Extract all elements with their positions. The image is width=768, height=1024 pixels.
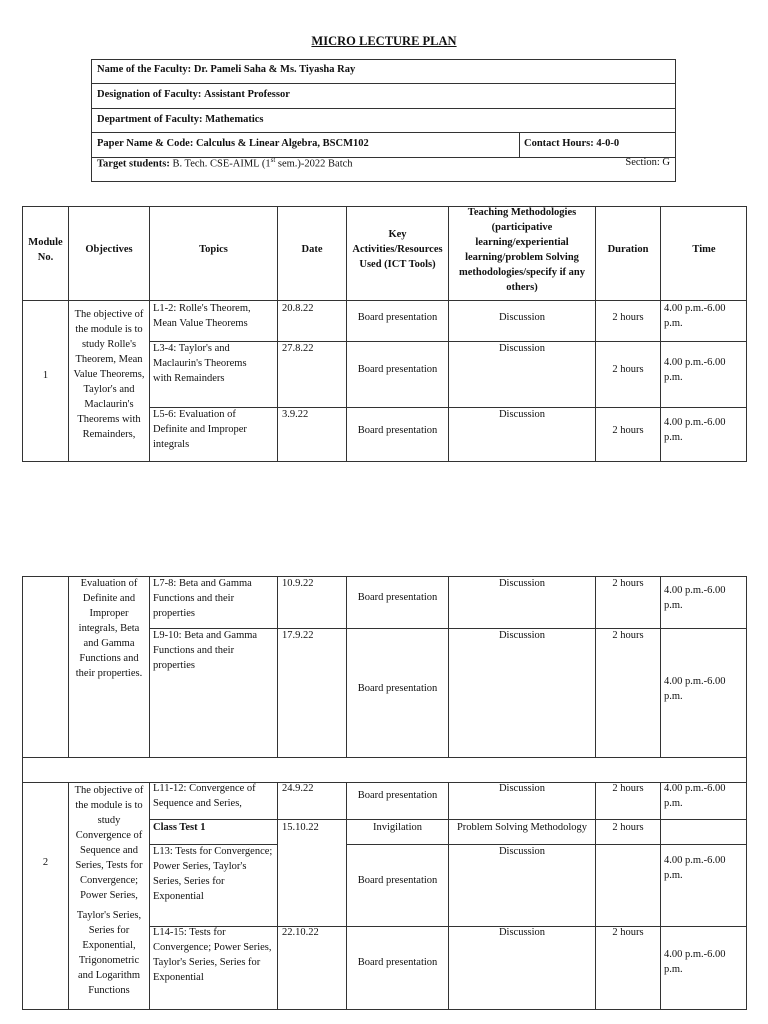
duration-cell: 2 hours — [612, 822, 644, 833]
duration-cell: 2 hours — [612, 630, 644, 641]
date-cell: 20.8.22 — [282, 303, 314, 314]
topic-cell: L7-8: Beta and Gamma Functions and their properties — [153, 578, 252, 619]
duration-cell: 2 hours — [612, 425, 644, 436]
module-number: 1 — [42, 370, 49, 381]
contact-label: Contact Hours: — [524, 138, 594, 149]
header-time: Time — [692, 244, 716, 255]
designation-label: Designation of Faculty: — [97, 89, 202, 100]
duration-cell: 2 hours — [612, 927, 644, 938]
method-cell: Discussion — [498, 927, 546, 938]
faculty-info-box — [91, 59, 676, 182]
time-cell: 4.00 p.m.-6.00 p.m. — [664, 783, 726, 809]
key-cell: Board presentation — [357, 957, 438, 968]
target-value-a: B. Tech. CSE-AIML (1 — [172, 158, 271, 170]
module-objective-part2: Taylor's Series, Series for Exponential, Trigonometric and Logarithm Functions — [76, 910, 142, 996]
module-number: 2 — [42, 857, 49, 868]
date-cell: 3.9.22 — [282, 409, 309, 420]
duration-cell: 2 hours — [612, 364, 644, 375]
time-cell: 4.00 p.m.-6.00 p.m. — [664, 417, 726, 443]
target-row — [92, 158, 675, 182]
page-title: MICRO LECTURE PLAN — [311, 34, 457, 48]
header-duration: Duration — [607, 244, 649, 255]
method-cell: Discussion — [498, 846, 546, 857]
duration-cell: 2 hours — [612, 312, 644, 323]
duration-cell: 2 hours — [612, 783, 644, 794]
target-label: Target students: — [97, 158, 170, 170]
key-cell: Board presentation — [357, 875, 438, 886]
date-cell: 24.9.22 — [282, 783, 314, 794]
department-row — [92, 109, 675, 133]
topic-cell: L5-6: Evaluation of Definite and Improper integrals — [153, 409, 247, 450]
time-cell: 4.00 p.m.-6.00 p.m. — [664, 949, 726, 975]
date-cell: 22.10.22 — [282, 927, 319, 938]
method-cell: Discussion — [498, 578, 546, 589]
date-cell: 17.9.22 — [282, 630, 314, 641]
method-cell: Discussion — [498, 312, 546, 323]
topic-cell: L3-4: Taylor's and Maclaurin's Theorems with Remainders — [153, 343, 247, 384]
method-cell: Discussion — [498, 343, 546, 354]
topic-cell: L14-15: Tests for Convergence; Power Series, Taylor's Series, Series for Exponential — [153, 927, 272, 983]
faculty-value: Dr. Pameli Saha & Ms. Tiyasha Ray — [193, 64, 356, 75]
paper-row — [92, 133, 675, 158]
topic-cell: L13: Tests for Convergence; Power Series, Taylor's Series, Series for Exponential — [153, 846, 273, 902]
header-module: Module No. — [28, 237, 63, 263]
topic-cell: L1-2: Rolle's Theorem, Mean Value Theorems — [153, 303, 251, 329]
header-objectives: Objectives — [85, 244, 133, 255]
key-cell: Board presentation — [357, 683, 438, 694]
designation-row — [92, 84, 675, 109]
duration-cell: 2 hours — [612, 578, 644, 589]
key-cell: Board presentation — [357, 790, 438, 801]
date-cell: 27.8.22 — [282, 343, 314, 354]
department-label: Department of Faculty: — [97, 114, 203, 125]
key-cell: Board presentation — [357, 364, 438, 375]
date-cell: 15.10.22 — [282, 822, 319, 833]
target-value-b: sem.)-2022 Batch — [275, 158, 353, 170]
module-objective: The objective of the module is to study Convergence of Sequence and Series, Tests for Convergence; Power Series, — [74, 785, 144, 901]
time-cell: 4.00 p.m.-6.00 p.m. — [664, 676, 726, 702]
module-objective-continued: Evaluation of Definite and Improper integrals, Beta and Gamma Functions and their properties. — [75, 578, 143, 679]
topic-cell: L9-10: Beta and Gamma Functions and their properties — [153, 630, 258, 671]
target-sup: st — [270, 156, 276, 164]
contact-value: 4-0-0 — [596, 138, 620, 149]
header-date: Date — [301, 244, 323, 255]
method-cell: Discussion — [498, 783, 546, 794]
topic-cell: L11-12: Convergence of Sequence and Series, — [153, 783, 256, 809]
method-cell: Problem Solving Methodology — [456, 822, 588, 833]
paper-value: Calculus & Linear Algebra, BSCM102 — [195, 138, 369, 149]
header-topics: Topics — [199, 244, 228, 255]
faculty-label: Name of the Faculty: — [97, 64, 192, 75]
method-cell: Discussion — [498, 409, 546, 420]
key-cell: Board presentation — [357, 312, 438, 323]
key-cell: Invigilation — [373, 822, 422, 833]
date-cell: 10.9.22 — [282, 578, 314, 589]
module-objective: The objective of the module is to study Rolle's Theorem, Mean Value Theorems, Taylor's and Maclaurin's Theorems with Remainders, — [73, 309, 145, 440]
key-cell: Board presentation — [357, 592, 438, 603]
time-cell: 4.00 p.m.-6.00 p.m. — [664, 585, 726, 611]
time-cell: 4.00 p.m.-6.00 p.m. — [664, 357, 726, 383]
department-value: Mathematics — [205, 114, 264, 125]
key-cell: Board presentation — [357, 425, 438, 436]
time-cell: 4.00 p.m.-6.00 p.m. — [664, 303, 726, 329]
header-key-activities: Key Activities/Resources Used (ICT Tools) — [352, 229, 443, 270]
header-teaching: Teaching Methodologies (participative learning/experiential learning/problem Solving methodologies/specify if any others) — [459, 207, 585, 293]
method-cell: Discussion — [498, 630, 546, 641]
section-label: Section: G — [625, 157, 670, 168]
faculty-name-row — [92, 60, 675, 84]
paper-label: Paper Name & Code: — [97, 138, 194, 149]
time-cell: 4.00 p.m.-6.00 p.m. — [664, 855, 726, 881]
designation-value: Assistant Professor — [204, 89, 290, 100]
class-test-topic: Class Test 1 — [153, 822, 206, 833]
